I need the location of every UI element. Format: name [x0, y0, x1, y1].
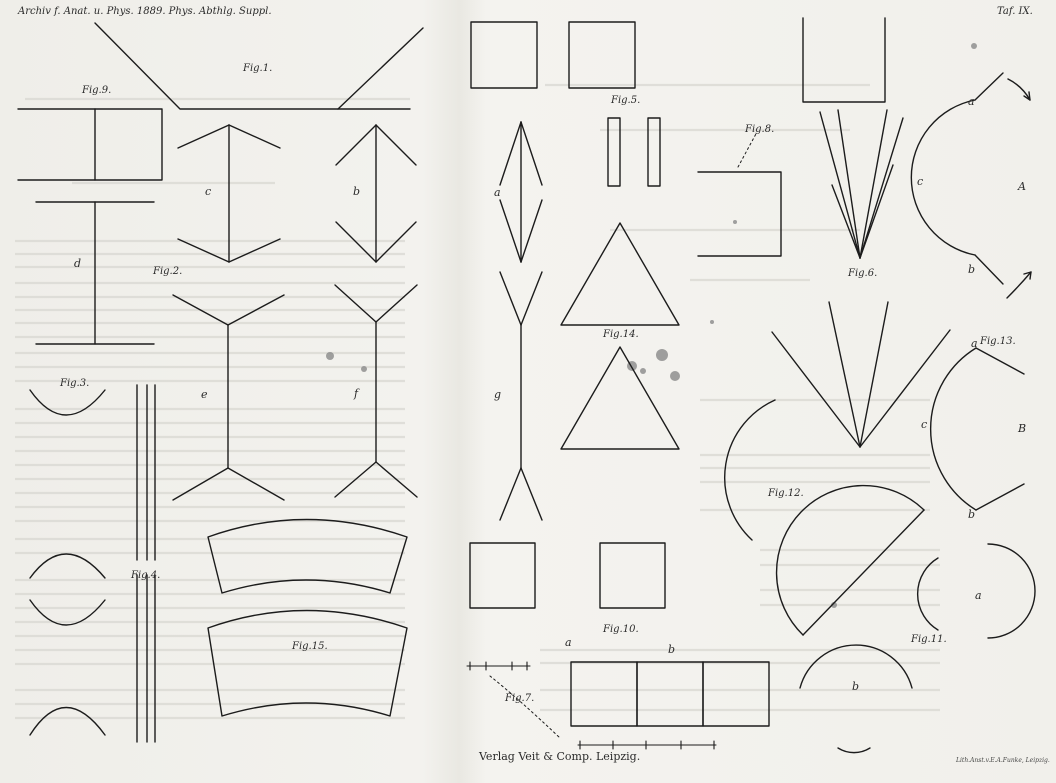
fig13-letter-B: B: [1018, 422, 1027, 435]
arrow-letter-g: g: [494, 388, 502, 401]
fig2-label: Fig.2.: [153, 266, 183, 277]
fig13-label: Fig.13.: [980, 336, 1016, 347]
fig5-label: Fig.5.: [611, 95, 641, 106]
fig1-letter-b: b: [353, 185, 361, 198]
fig2-letter-d: d: [74, 257, 82, 270]
fig14-label: Fig.14.: [603, 329, 639, 340]
publisher-imprint: Verlag Veit & Comp. Leipzig.: [479, 750, 641, 763]
fig1-label: Fig.1.: [243, 63, 273, 74]
fig7-scale-lines: [467, 662, 716, 749]
journal-header: Archiv f. Anat. u. Phys. 1889. Phys. Abthlg. Suppl.: [18, 6, 272, 17]
fig8-open-box: [698, 18, 885, 256]
fig10-letter-a: a: [565, 636, 572, 649]
fig11-label: Fig.11.: [911, 634, 947, 645]
fig2-letter-e: e: [201, 388, 208, 401]
fig3-arc-pairs: [30, 390, 105, 735]
fig15-jastrow-bands: [208, 520, 407, 717]
fig4-label: Fig.4.: [131, 570, 161, 581]
fig13-letter-a-top: a: [968, 95, 975, 108]
fig10-label: Fig.10.: [603, 624, 639, 635]
fig2-illusion-e: [173, 295, 284, 500]
fig15-label: Fig.15.: [292, 641, 328, 652]
fig13-letter-A: A: [1018, 180, 1026, 193]
fig13-letter-b-mid: b: [968, 508, 976, 521]
figure-linework: [18, 18, 1035, 753]
fig2-letter-f: f: [354, 387, 359, 400]
fig12-arc-semicircle: [725, 400, 924, 635]
arrow-figure-a: [500, 122, 542, 262]
fig9-steps: [18, 109, 162, 180]
fig11-letter-a: a: [975, 589, 982, 602]
fig9-label: Fig.9.: [82, 85, 112, 96]
fig8-label: Fig.8.: [745, 124, 775, 135]
fig10-letter-b: b: [668, 643, 676, 656]
fig13-letter-b-top: b: [968, 263, 976, 276]
plate-number: Taf. IX.: [997, 6, 1033, 17]
fig3-label: Fig.3.: [60, 378, 90, 389]
arrow-figure-g: [500, 272, 542, 520]
fig1-letter-c: c: [205, 185, 212, 198]
fig13-lower-sector: [931, 348, 1027, 510]
fig4-parallel-lines: [137, 385, 155, 742]
fig7-label: Fig.7.: [505, 693, 535, 704]
lithographer-imprint: Lith.Anst.v.E.A.Funke, Leipzig.: [956, 757, 1050, 764]
fig6-label: Fig.6.: [848, 268, 878, 279]
fig12-label: Fig.12.: [768, 488, 804, 499]
fig13-letter-c-top: c: [917, 175, 924, 188]
arrow-letter-a: a: [494, 186, 501, 199]
fig11-letter-b: b: [852, 680, 860, 693]
fig11-arcs: [800, 544, 1035, 753]
fig13-letter-c-mid: c: [921, 418, 928, 431]
fig13-letter-a-mid: a: [971, 337, 978, 350]
